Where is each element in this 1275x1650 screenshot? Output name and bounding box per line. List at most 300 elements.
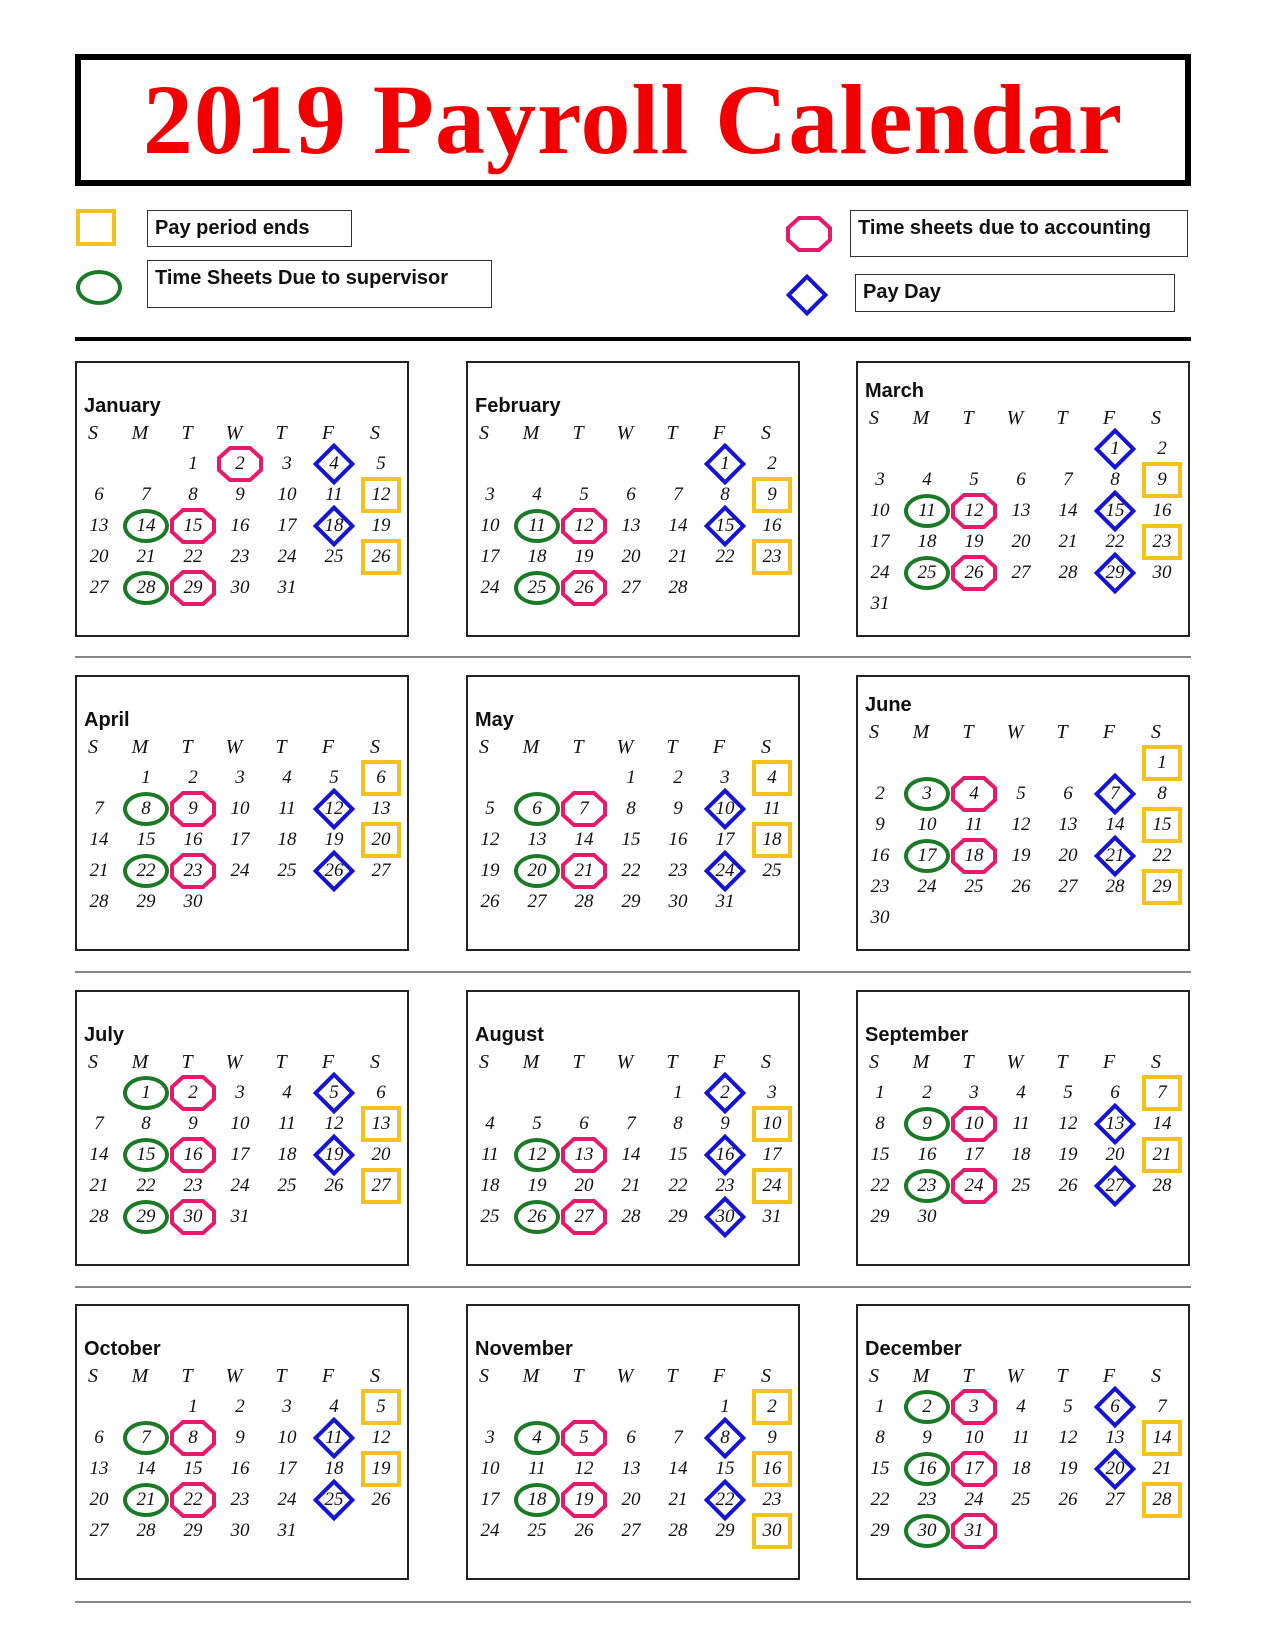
day-cell: 19 (324, 1144, 344, 1165)
day-cell: 2 (673, 767, 683, 788)
day-cell: 24 (277, 1489, 297, 1510)
day-cell: 16 (870, 845, 890, 866)
day-cell: 7 (673, 1427, 683, 1448)
day-cell: 5 (579, 1427, 589, 1448)
day-cell: 13 (371, 1113, 391, 1134)
month-name: November (475, 1338, 573, 1360)
day-cell: 30 (870, 907, 890, 928)
weekday-label: S (761, 735, 771, 758)
day-cell: 13 (527, 829, 547, 850)
weekday-label: T (275, 1050, 287, 1073)
month-name: July (84, 1024, 125, 1046)
weekday-label: S (88, 1050, 98, 1073)
day-cell: 3 (875, 469, 885, 490)
day-cell: 25 (527, 577, 547, 598)
day-cell: 17 (870, 531, 890, 552)
day-cell: 10 (480, 515, 500, 536)
day-cell: 17 (964, 1144, 984, 1165)
day-cell: 25 (277, 860, 297, 881)
month-name: June (865, 694, 912, 716)
day-cell: 29 (621, 891, 641, 912)
day-cell: 11 (918, 500, 936, 521)
day-cell: 21 (136, 1489, 156, 1510)
weekday-label: F (321, 1364, 335, 1387)
day-cell: 4 (767, 767, 777, 788)
weekday-label: F (1102, 406, 1116, 429)
day-cell: 10 (480, 1458, 500, 1479)
day-cell: 14 (89, 829, 109, 850)
day-cell: 8 (875, 1113, 885, 1134)
day-cell: 17 (480, 1489, 500, 1510)
day-cell: 15 (668, 1144, 688, 1165)
weekday-label: W (225, 735, 243, 758)
day-cell: 1 (141, 1082, 151, 1103)
day-cell: 29 (870, 1206, 890, 1227)
weekday-label: F (712, 735, 726, 758)
day-cell: 25 (324, 1489, 344, 1510)
weekday-label: S (869, 1050, 879, 1073)
day-cell: 7 (1063, 469, 1073, 490)
day-cell: 28 (668, 577, 688, 598)
weekday-label: T (1056, 1050, 1068, 1073)
day-cell: 2 (767, 1396, 777, 1417)
day-cell: 4 (969, 783, 979, 804)
day-cell: 16 (1152, 500, 1172, 521)
weekday-label: M (522, 1050, 540, 1073)
day-cell: 28 (574, 891, 594, 912)
day-cell: 19 (371, 1458, 391, 1479)
day-cell: 12 (324, 798, 344, 819)
day-cell: 8 (626, 798, 636, 819)
day-cell: 27 (1105, 1489, 1125, 1510)
day-cell: 10 (715, 798, 735, 819)
day-cell: 6 (1063, 783, 1073, 804)
day-cell: 23 (762, 546, 782, 567)
weekday-label: W (225, 421, 243, 444)
day-cell: 13 (574, 1144, 594, 1165)
day-cell: 27 (1011, 562, 1031, 583)
weekday-label: T (962, 720, 974, 743)
month-october (75, 1304, 409, 1580)
day-cell: 21 (1105, 845, 1125, 866)
day-cell: 21 (574, 860, 594, 881)
day-cell: 10 (277, 484, 297, 505)
day-cell: 31 (964, 1520, 984, 1541)
day-cell: 23 (715, 1175, 735, 1196)
day-cell: 24 (964, 1175, 984, 1196)
weekday-label: S (479, 421, 489, 444)
day-cell: 24 (715, 860, 735, 881)
weekday-label: T (962, 1050, 974, 1073)
day-cell: 13 (1058, 814, 1078, 835)
day-cell: 16 (668, 829, 688, 850)
day-cell: 20 (1058, 845, 1078, 866)
day-cell: 9 (673, 798, 683, 819)
day-cell: 23 (917, 1175, 937, 1196)
day-cell: 25 (917, 562, 937, 583)
month-march (856, 361, 1190, 637)
weekday-label: T (666, 1364, 678, 1387)
weekday-label: T (666, 1050, 678, 1073)
day-cell: 8 (141, 798, 151, 819)
day-cell: 1 (875, 1082, 885, 1103)
day-cell: 11 (965, 814, 983, 835)
day-cell: 12 (574, 1458, 594, 1479)
day-cell: 30 (715, 1206, 735, 1227)
day-cell: 7 (579, 798, 589, 819)
day-cell: 23 (762, 1489, 782, 1510)
weekday-label: M (912, 406, 930, 429)
weekday-label: W (616, 1364, 634, 1387)
day-cell: 30 (917, 1206, 937, 1227)
day-cell: 18 (917, 531, 937, 552)
day-cell: 29 (183, 1520, 203, 1541)
day-cell: 19 (480, 860, 500, 881)
day-cell: 18 (1011, 1458, 1031, 1479)
day-cell: 5 (532, 1113, 542, 1134)
day-cell: 8 (1157, 783, 1167, 804)
weekday-label: S (370, 1364, 380, 1387)
day-cell: 29 (136, 1206, 156, 1227)
day-cell: 22 (715, 546, 735, 567)
day-cell: 14 (574, 829, 594, 850)
day-cell: 15 (183, 515, 203, 536)
day-cell: 4 (1016, 1082, 1026, 1103)
day-cell: 8 (720, 484, 730, 505)
day-cell: 13 (89, 1458, 109, 1479)
day-cell: 22 (1152, 845, 1172, 866)
weekday-label: W (225, 1364, 243, 1387)
day-cell: 13 (1105, 1113, 1125, 1134)
day-cell: 25 (1011, 1489, 1031, 1510)
day-cell: 9 (720, 1113, 730, 1134)
legend-time-sheets-supervisor: Time Sheets Due to supervisor (147, 260, 492, 308)
day-cell: 20 (621, 1489, 641, 1510)
weekday-label: T (666, 421, 678, 444)
day-cell: 6 (376, 767, 386, 788)
weekday-label: S (370, 735, 380, 758)
day-cell: 10 (277, 1427, 297, 1448)
day-cell: 23 (183, 860, 203, 881)
day-cell: 20 (371, 829, 391, 850)
day-cell: 6 (1110, 1082, 1120, 1103)
day-cell: 31 (277, 1520, 297, 1541)
day-cell: 8 (1110, 469, 1120, 490)
weekday-label: T (572, 1050, 584, 1073)
month-january (75, 361, 409, 637)
day-cell: 18 (324, 1458, 344, 1479)
weekday-label: F (712, 421, 726, 444)
day-cell: 11 (278, 1113, 296, 1134)
day-cell: 3 (767, 1082, 777, 1103)
day-cell: 22 (136, 1175, 156, 1196)
weekday-label: W (1006, 406, 1024, 429)
day-cell: 14 (668, 515, 688, 536)
weekday-label: M (131, 735, 149, 758)
day-cell: 20 (1105, 1144, 1125, 1165)
month-name: December (865, 1338, 962, 1360)
day-cell: 26 (527, 1206, 547, 1227)
weekday-label: S (761, 1050, 771, 1073)
weekday-label: M (522, 735, 540, 758)
day-cell: 17 (762, 1144, 782, 1165)
day-cell: 6 (376, 1082, 386, 1103)
day-cell: 1 (188, 453, 198, 474)
day-cell: 14 (621, 1144, 641, 1165)
day-cell: 17 (277, 515, 297, 536)
day-cell: 16 (183, 829, 203, 850)
day-cell: 13 (371, 798, 391, 819)
day-cell: 16 (230, 515, 250, 536)
day-cell: 5 (1063, 1396, 1073, 1417)
day-cell: 11 (1012, 1427, 1030, 1448)
day-cell: 22 (136, 860, 156, 881)
weekday-label: T (181, 1050, 193, 1073)
day-cell: 1 (720, 453, 730, 474)
day-cell: 7 (141, 484, 151, 505)
day-cell: 7 (673, 484, 683, 505)
weekday-label: M (912, 1050, 930, 1073)
day-cell: 24 (480, 1520, 500, 1541)
weekday-label: T (962, 406, 974, 429)
day-cell: 16 (183, 1144, 203, 1165)
day-cell: 12 (1058, 1113, 1078, 1134)
day-cell: 7 (626, 1113, 636, 1134)
day-cell: 21 (668, 546, 688, 567)
day-cell: 12 (480, 829, 500, 850)
weekday-label: T (572, 735, 584, 758)
day-cell: 10 (964, 1113, 984, 1134)
month-december (856, 1304, 1190, 1580)
day-cell: 2 (188, 1082, 198, 1103)
day-cell: 27 (574, 1206, 594, 1227)
weekday-label: F (321, 735, 335, 758)
day-cell: 29 (1105, 562, 1125, 583)
day-cell: 24 (870, 562, 890, 583)
weekday-label: S (1151, 720, 1161, 743)
day-cell: 25 (324, 546, 344, 567)
day-cell: 22 (1105, 531, 1125, 552)
weekday-label: T (572, 1364, 584, 1387)
weekday-label: W (1006, 720, 1024, 743)
month-name: August (475, 1024, 544, 1046)
day-cell: 23 (183, 1175, 203, 1196)
day-cell: 21 (1152, 1144, 1172, 1165)
day-cell: 28 (1152, 1175, 1172, 1196)
day-cell: 4 (329, 1396, 339, 1417)
day-cell: 30 (230, 577, 250, 598)
day-cell: 20 (89, 546, 109, 567)
day-cell: 20 (621, 546, 641, 567)
day-cell: 28 (668, 1520, 688, 1541)
day-cell: 22 (715, 1489, 735, 1510)
day-cell: 3 (969, 1396, 979, 1417)
day-cell: 9 (875, 814, 885, 835)
day-cell: 5 (376, 1396, 386, 1417)
weekday-label: S (479, 735, 489, 758)
day-cell: 29 (668, 1206, 688, 1227)
day-cell: 17 (230, 829, 250, 850)
weekday-label: T (181, 421, 193, 444)
weekday-label: T (1056, 720, 1068, 743)
month-july (75, 990, 409, 1266)
weekday-label: S (479, 1050, 489, 1073)
weekday-label: S (88, 1364, 98, 1387)
day-cell: 28 (89, 1206, 109, 1227)
day-cell: 27 (527, 891, 547, 912)
weekday-label: S (869, 720, 879, 743)
day-cell: 13 (1011, 500, 1031, 521)
day-cell: 24 (480, 577, 500, 598)
day-cell: 31 (715, 891, 735, 912)
day-cell: 26 (324, 1175, 344, 1196)
day-cell: 5 (485, 798, 495, 819)
day-cell: 14 (668, 1458, 688, 1479)
day-cell: 6 (1016, 469, 1026, 490)
day-cell: 12 (1011, 814, 1031, 835)
header-divider (75, 337, 1191, 341)
row-divider-3 (75, 1286, 1191, 1288)
day-cell: 26 (574, 577, 594, 598)
day-cell: 31 (762, 1206, 782, 1227)
day-cell: 29 (183, 577, 203, 598)
day-cell: 19 (371, 515, 391, 536)
pink-octagon-icon (786, 216, 832, 252)
day-cell: 10 (917, 814, 937, 835)
month-september (856, 990, 1190, 1266)
day-cell: 9 (922, 1113, 932, 1134)
weekday-label: M (131, 421, 149, 444)
day-cell: 28 (136, 1520, 156, 1541)
day-cell: 1 (141, 767, 151, 788)
day-cell: 20 (89, 1489, 109, 1510)
day-cell: 23 (1152, 531, 1172, 552)
day-cell: 16 (917, 1458, 937, 1479)
day-cell: 26 (324, 860, 344, 881)
day-cell: 18 (324, 515, 344, 536)
day-cell: 23 (917, 1489, 937, 1510)
weekday-label: T (572, 421, 584, 444)
month-june (856, 675, 1190, 951)
weekday-label: F (1102, 1364, 1116, 1387)
day-cell: 22 (183, 1489, 203, 1510)
weekday-label: S (88, 735, 98, 758)
weekday-label: S (869, 1364, 879, 1387)
day-cell: 8 (673, 1113, 683, 1134)
day-cell: 27 (621, 577, 641, 598)
day-cell: 15 (715, 515, 735, 536)
weekday-label: S (1151, 1364, 1161, 1387)
day-cell: 17 (917, 845, 937, 866)
day-cell: 9 (1157, 469, 1167, 490)
day-cell: 5 (1016, 783, 1026, 804)
day-cell: 20 (527, 860, 547, 881)
row-divider-1 (75, 656, 1191, 658)
weekday-label: T (1056, 406, 1068, 429)
day-cell: 4 (1016, 1396, 1026, 1417)
day-cell: 10 (230, 1113, 250, 1134)
day-cell: 9 (188, 1113, 198, 1134)
day-cell: 7 (94, 798, 104, 819)
day-cell: 7 (1110, 783, 1120, 804)
day-cell: 21 (621, 1175, 641, 1196)
day-cell: 14 (1058, 500, 1078, 521)
day-cell: 4 (282, 767, 292, 788)
day-cell: 11 (528, 515, 546, 536)
day-cell: 27 (1058, 876, 1078, 897)
day-cell: 12 (1058, 1427, 1078, 1448)
day-cell: 7 (141, 1427, 151, 1448)
day-cell: 26 (1011, 876, 1031, 897)
day-cell: 31 (277, 577, 297, 598)
day-cell: 6 (532, 798, 542, 819)
day-cell: 21 (1152, 1458, 1172, 1479)
day-cell: 15 (621, 829, 641, 850)
day-cell: 15 (136, 1144, 156, 1165)
day-cell: 9 (235, 1427, 245, 1448)
day-cell: 22 (668, 1175, 688, 1196)
weekday-label: T (275, 735, 287, 758)
day-cell: 11 (528, 1458, 546, 1479)
day-cell: 29 (136, 891, 156, 912)
day-cell: 13 (89, 515, 109, 536)
day-cell: 3 (485, 484, 495, 505)
month-name: October (84, 1338, 161, 1360)
day-cell: 6 (626, 484, 636, 505)
day-cell: 19 (1058, 1144, 1078, 1165)
day-cell: 10 (964, 1427, 984, 1448)
day-cell: 6 (626, 1427, 636, 1448)
day-cell: 27 (89, 577, 109, 598)
day-cell: 1 (720, 1396, 730, 1417)
day-cell: 18 (1011, 1144, 1031, 1165)
weekday-label: W (1006, 1050, 1024, 1073)
day-cell: 18 (964, 845, 984, 866)
day-cell: 21 (89, 1175, 109, 1196)
day-cell: 28 (89, 891, 109, 912)
day-cell: 1 (1110, 438, 1120, 459)
day-cell: 25 (762, 860, 782, 881)
day-cell: 1 (626, 767, 636, 788)
day-cell: 21 (89, 860, 109, 881)
day-cell: 4 (329, 453, 339, 474)
day-cell: 3 (969, 1082, 979, 1103)
row-divider-4 (75, 1601, 1191, 1603)
day-cell: 15 (136, 829, 156, 850)
day-cell: 24 (230, 1175, 250, 1196)
day-cell: 17 (715, 829, 735, 850)
green-oval-icon (76, 270, 122, 305)
day-cell: 27 (371, 860, 391, 881)
day-cell: 5 (969, 469, 979, 490)
day-cell: 3 (485, 1427, 495, 1448)
day-cell: 5 (329, 1082, 339, 1103)
day-cell: 15 (870, 1144, 890, 1165)
day-cell: 15 (870, 1458, 890, 1479)
day-cell: 26 (1058, 1175, 1078, 1196)
weekday-label: S (761, 421, 771, 444)
day-cell: 7 (1157, 1082, 1167, 1103)
day-cell: 13 (621, 1458, 641, 1479)
day-cell: 3 (922, 783, 932, 804)
day-cell: 17 (230, 1144, 250, 1165)
month-name: March (865, 380, 924, 402)
day-cell: 30 (183, 891, 203, 912)
page-title: 2019 Payroll Calendar (142, 64, 1124, 175)
day-cell: 29 (870, 1520, 890, 1541)
weekday-label: F (712, 1364, 726, 1387)
day-cell: 8 (875, 1427, 885, 1448)
